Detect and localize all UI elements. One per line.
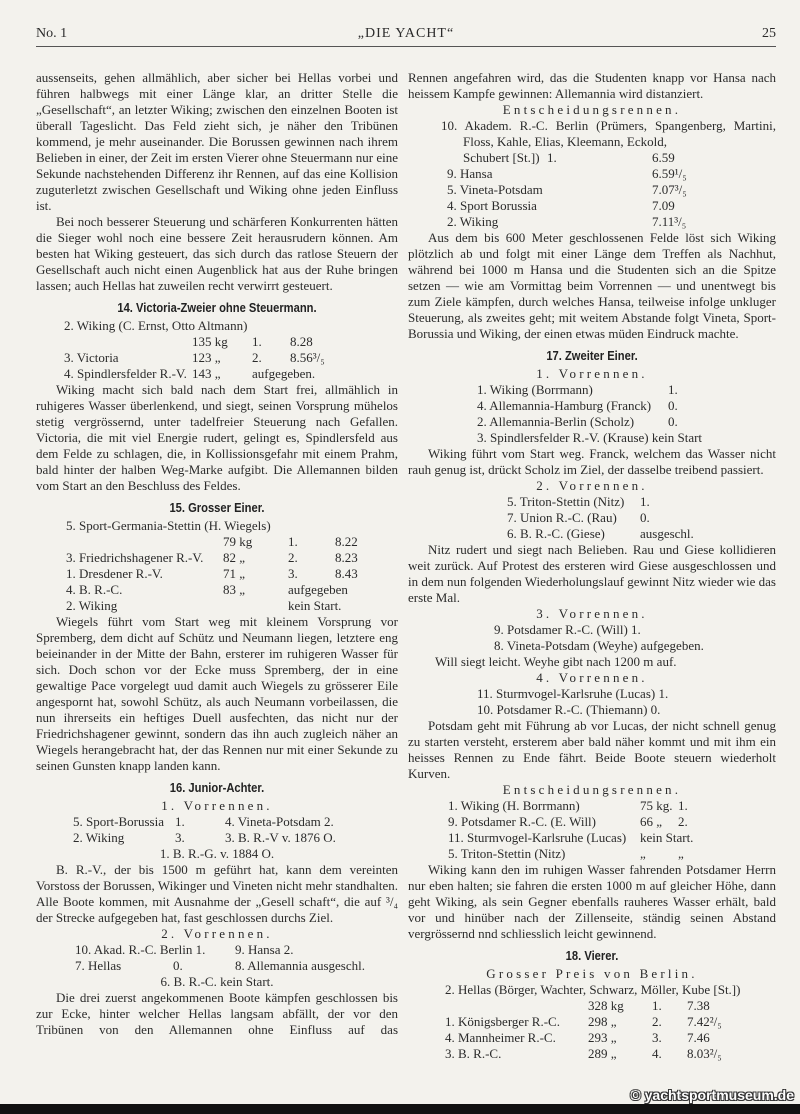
entry-name: 5. Sport-Borussia [73,814,164,829]
entry-name: 11. Sturmvogel-Karlsruhe (Lucas) [448,830,627,845]
entry-time: 8.23 [335,550,358,565]
entry-name: 3. Friedrichshagener R.-V. [66,550,204,565]
race-heading: 14. Victoria-Zweier ohne Steuermann. [117,300,317,315]
journal-title: „DIE YACHT“ [357,26,455,41]
scan-edge [0,1104,800,1114]
entry-place: 4. Vineta-Potsdam 2. [225,814,334,829]
race16-final-winner [408,150,776,166]
entry-weight: 143 „ [192,366,221,381]
result-row [408,214,776,230]
result-row [408,166,776,182]
result-row [36,534,398,550]
result-row [36,350,398,366]
entry-name: 6. B. R.-C. (Giese) [507,526,605,541]
race18-results [408,998,776,1062]
entry-time: 8.03²/₅ [687,1046,722,1061]
result-row [36,814,398,830]
paragraph: Wiking macht sich bald nach dem Start frei, allmählich in ruhigeres Wasser überlenkend, und siegt, seinen Vorsprung mühelos stetig vergrössernd, unter tadelfreier Steuerung nach Gefallen. Victoria, die mit viel Energie rudert, gelingt es, Spindlersfeld aus dem Felde zu schlagen, die, in Kollissionsgefahr mit einem Prahm, bald hinter der halben Weg-Marke aufgibt. Die Allemannen bilden vom Start an den Beschluss des Feldes. [36,382,398,493]
result-row [36,958,398,974]
race-heading: 16. Junior-Achter. [169,780,265,795]
entry-place: 2. [288,550,298,565]
heat-subheading: Entscheidungsrennen. [502,782,682,797]
entry-weight: 289 „ [588,1046,617,1061]
entry-name: 1. Wiking (H. Borrmann) [448,798,580,813]
entry-place: 1. [678,798,688,813]
entry-weight: 0. [173,958,183,973]
entry-name: 1. Wiking (Borrmann) [477,382,593,397]
paragraph: Potsdam geht mit Führung ab vor Lucas, der nicht schnell genug zu starten versteht, ersterem aber bald näher kommt und mit ihm ein heisses Rennen zu Ende fährt. Beide Boote steuern wiederholt Kurven. [408,718,776,781]
race14-results [36,318,398,382]
entry-weight: 0. [668,414,678,429]
entry-weight: 293 „ [588,1030,617,1045]
entry-name: 2. Wiking [73,830,125,845]
entry-weight: 0. [640,510,650,525]
race17-heat1 [408,382,776,446]
race17-heat3 [408,622,776,654]
entry-name: 3. Spindlersfelder R.-V. (Krause) kein Start [477,430,703,445]
result-row [408,622,776,638]
heat-subheading: Grosser Preis von Berlin. [486,966,698,981]
result-row [36,366,398,382]
entry-name: 5. Triton-Stettin (Nitz) [448,846,566,861]
entry-weight: 298 „ [588,1014,617,1029]
heat-subheading: 1. Vorrennen. [161,798,273,813]
entry-weight: 3. [175,830,185,845]
entry-weight: 71 „ [223,566,246,581]
entry-place: aufgegeben. [252,366,316,381]
entry-name: 5. Sport-Germania-Stettin (H. Wiegels) [66,518,271,533]
paragraph: Wiking kann den im ruhigen Wasser fahrenden Potsdamer Herrn nur eben halten; sie fahren die ersten 1000 m auf gleicher Höhe, dann geht Wiking, als sein Gegner ebenfalls rauheres Wasser erhält, bald vor und hinüber nach der Zillenseite, ständig seinen Abstand vergrössernd nnd schliesslich leicht gewinnend. [408,862,776,941]
entry-weight: 135 kg [192,334,228,349]
issue-number: No. 1 [36,26,68,41]
race-heading: 15. Grosser Einer. [169,500,265,515]
race17-heat3-note [408,654,776,670]
result-row [408,798,776,814]
result-row [408,1046,776,1062]
result-row [408,526,776,542]
entry-time: 8.43 [335,566,358,581]
page-number: 25 [762,26,776,41]
race-heading: 17. Zweiter Einer. [546,348,638,363]
entry-place: 4. [652,1046,662,1061]
result-row [408,382,776,398]
result-row [36,334,398,350]
entry-place: 6.59¹/₅ [652,166,687,181]
entry-weight: ausgeschl. [640,526,694,541]
paragraph: B. R.-V., der bis 1500 m geführt hat, kann dem vereinten Vorstoss der Borussen, Wikinger und Vineten nicht mehr standhalten. Alle Boote kommen, mit Ausnahme der „Gesell schaft“, die auf ³/₄ der Strecke aufgegeben hat, fast geschlossen durchs Ziel. [36,862,398,925]
entry-weight: 75 kg. [640,798,673,813]
entry-name: 9. Hansa [447,166,493,181]
result-row [408,1014,776,1030]
entry-place: kein Start. [288,598,342,613]
result-row [408,654,776,670]
result-row [408,150,776,166]
watermark: © yachtsportmuseum.de [630,1087,794,1103]
paragraph: Wiking führt vom Start weg. Franck, welchem das Wasser nicht rauh genug ist, drückt Scholz im Ziel, der dasselbe treibend passiert. [408,446,776,477]
entry-name: 2. Allemannia-Berlin (Scholz) [477,414,635,429]
entry-weight: 79 kg [223,534,253,549]
race-heading: 18. Vierer. [565,948,619,963]
entry-time: 7.46 [687,1030,710,1045]
result-row [408,414,776,430]
entry-name: 9. Potsdamer R.-C. (Will) 1. [494,622,641,637]
heat-subheading: 3. Vorrennen. [536,606,648,621]
result-row [36,942,398,958]
entry-name: Will siegt leicht. Weyhe gibt nach 1200 m auf. [435,654,677,669]
result-row [408,198,776,214]
result-row [36,550,398,566]
entry-name: 4. Allemannia-Hamburg (Franck) [477,398,652,413]
entry-time: 8.22 [335,534,358,549]
race17-heat4 [408,686,776,718]
entry-place: 1. [288,534,298,549]
race17-final [408,798,776,862]
result-row [408,702,776,718]
paragraph: Rennen angefahren wird, das die Studenten knapp vor Hansa nach heissem Kampfe gewinnen: Allemannia wird distanziert. [408,70,776,101]
result-row [36,318,398,334]
entry-name: Schubert [St.]) [463,150,540,165]
entry-name: 7. Union R.-C. (Rau) [507,510,617,525]
paragraph: Bei noch besserer Steuerung und schärferen Konkurrenten hätten die Sieger wohl noch eine bessere Zeit herausrudern können. Am besten hat Wiking gesteuert, das sich durch das ratlose Steuern der Gesellschaft auch nicht einen Augenblick hat aus der Ruhe bringen lassen; auch Hellas hat zuweilen recht verwirrt gesteuert. [36,214,398,293]
result-row [408,814,776,830]
result-line: 6. B. R.-C. kein Start. [160,974,274,989]
entry-name: 4. B. R.-C. [66,582,123,597]
race17-heat2 [408,494,776,542]
result-row [36,582,398,598]
result-row [408,982,776,998]
entry-time: 7.42²/₅ [687,1014,722,1029]
entry-name: 3. Victoria [64,350,119,365]
entry-name: 10. Akad. R.-C. Berlin 1. [75,942,206,957]
result-row [408,830,776,846]
entry-time: 7.38 [687,998,710,1013]
result-row [408,510,776,526]
entry-weight: 83 „ [223,582,246,597]
entry-weight: 1. [668,382,678,397]
result-row [408,494,776,510]
entry-place: 8. Allemannia ausgeschl. [235,958,365,973]
entry-place: 6.59 [652,150,675,165]
race16-final [408,166,776,230]
entry-weight: 328 kg [588,998,624,1013]
entry-name: 2. Wiking (C. Ernst, Otto Altmann) [64,318,248,333]
heat-subheading: 2. Vorrennen. [161,926,273,941]
result-row [408,638,776,654]
entry-name: 4. Spindlersfelder R.-V. [64,366,187,381]
entry-place: 9. Hansa 2. [235,942,294,957]
entry-weight: 1. [547,150,557,165]
entry-weight: 82 „ [223,550,246,565]
entry-name: 1. Dresdener R.-V. [66,566,163,581]
race15-results [36,518,398,614]
result-row [408,846,776,862]
left-column [36,70,398,1038]
result-row [36,598,398,614]
race18-crew [408,982,776,998]
result-row [408,686,776,702]
race16-heat2 [36,942,398,974]
entry-place: 7.11³/₅ [652,214,687,229]
entry-place: 7.07³/₅ [652,182,687,197]
result-row [408,430,776,446]
heat-subheading: Entscheidungsrennen. [502,102,682,117]
result-row [36,566,398,582]
entry-name: 8. Vineta-Potsdam (Weyhe) aufgegeben. [494,638,704,653]
entry-name: 2. Wiking [66,598,118,613]
result-row [408,1030,776,1046]
result-row [36,830,398,846]
entry-weight: 123 „ [192,350,221,365]
entry-place: 3. [652,1030,662,1045]
entry-weight: 0. [668,398,678,413]
entry-place: aufgegeben [288,582,348,597]
entry-name: 3. B. R.-C. [445,1046,502,1061]
heat-subheading: 2. Vorrennen. [536,478,648,493]
entry-place: 2. [678,814,688,829]
entry-place: 2. [252,350,262,365]
entry-name: 11. Sturmvogel-Karlsruhe (Lucas) 1. [477,686,669,701]
paragraph: aussenseits, gehen allmählich, aber sicher bei Hellas vorbei und führen halbwegs mit einer Länge klar, an dritter Stelle die „Gesellschaft“, an letzter Wiking; zwischen den einzelnen Booten ist überall Tageslicht. Das Feld zieht sich, je näher den Tribünen kommend, je mehr auseinander. Die Borussen gewinnen nach ihrem Belieben in einer, der Zeit im ersten Vierer ohne Steuermann nur eine Sekunde nachstehenden Differenz ihr Rennen, auf das eine Kollision zuguterletzt zwischen Gesellschaft und Wiking ohne jeden Einfluss ist. [36,70,398,213]
result-row [408,398,776,414]
entry-weight: kein Start. [640,830,694,845]
result-line: 1. B. R.-G. v. 1884 O. [159,846,275,861]
entry-weight: 66 „ [640,814,663,829]
entry-place: 1. [252,334,262,349]
entry-name: 7. Hellas [75,958,122,973]
entry-weight: „ [640,846,646,861]
entry-name: 4. Sport Borussia [447,198,537,213]
entry-weight: 1. [175,814,185,829]
entry-name: 1. Königsberger R.-C. [445,1014,560,1029]
entry-name: 10. Potsdamer R.-C. (Thiemann) 0. [477,702,661,717]
paragraph: Wiegels führt vom Start weg mit kleinem Vorsprung vor Spremberg, dem dicht auf Schütz und Neumann liegen, letztere eng beieinander in der Mitte der Bahn, ersterer im ruhigeren Wasser für sich. Doch schon vor der Ecke muss Spremberg, der in eine gewaltige Pace vorgelegt uud damit auch Wiegels zu grösserer Eile angespornt hat, sowohl Schütz, als auch Neumann vorbeilassen, die nun ihrerseits ein heftiges Duell ausfechten, das nicht nur der Friedrichshagener gewinnt, sondern das ihn auch zugleich näher an Wiegels herangebracht hat, der das Rennen nur mit einer Sekunde zu seinen Gunsten knapp landen kann. [36,614,398,773]
entry-place: 3. B. R.-V v. 1876 O. [225,830,336,845]
entry-name: 4. Mannheimer R.-C. [445,1030,556,1045]
entry-name: 5. Vineta-Potsdam [447,182,543,197]
running-header [36,24,776,47]
entry-place: 2. [652,1014,662,1029]
heat-subheading: 1. Vorrennen. [536,366,648,381]
right-column [408,70,776,1062]
crew-entry: 10. Akadem. R.-C. Berlin (Prümers, Spangenberg, Martini, Floss, Kahle, Elias, Kleemann, Eckold, [441,118,776,149]
entry-name: 2. Wiking [447,214,499,229]
heat-subheading: 4. Vorrennen. [536,670,648,685]
paragraph: Nitz rudert und siegt nach Belieben. Rau und Giese kollidieren weit zurück. Auf Protest des ersteren wird Giese ausgeschlossen und in dem nun folgenden Wiederholungslauf gewinnt Nitz wieder wie das erste Mal. [408,542,776,605]
paragraph: Die drei zuerst angekommenen Boote kämpfen geschlossen bis zur Ecke, hinter welcher Hellas langsam abfällt, der vor den Tribünen von den Allemannen ohne Einfluss auf das [36,990,398,1037]
result-row [408,998,776,1014]
entry-name: 9. Potsdamer R.-C. (E. Will) [448,814,597,829]
entry-place: 1. [652,998,662,1013]
entry-time: 8.28 [290,334,313,349]
entry-weight: 1. [640,494,650,509]
entry-name: 2. Hellas (Börger, Wachter, Schwarz, Möller, Kube [St.]) [445,982,741,997]
paragraph: Aus dem bis 600 Meter geschlossenen Felde löst sich Wiking plötzlich ab und folgt mit einer Länge dem Treffen als Nachhut, während bei 1000 m Hansa und die Studenten sich an die Spitze setzen — wie am Vormittag beim Vorrennen — und unentwegt bis zum Ziele kämpfen, durch welches Hansa, teilweise infolge unkluger Steuerung, als zweites geht; mit weitem Abstande folgt Vineta, Sport-Borussia und Wiking, der einen etwas müden Eindruck machte. [408,230,776,341]
result-row [408,182,776,198]
result-row [36,518,398,534]
entry-place: 7.09 [652,198,675,213]
entry-place: 3. [288,566,298,581]
entry-name: 5. Triton-Stettin (Nitz) [507,494,625,509]
race16-heat1 [36,814,398,846]
entry-time: 8.56³/₅ [290,350,325,365]
entry-place: „ [678,846,684,861]
